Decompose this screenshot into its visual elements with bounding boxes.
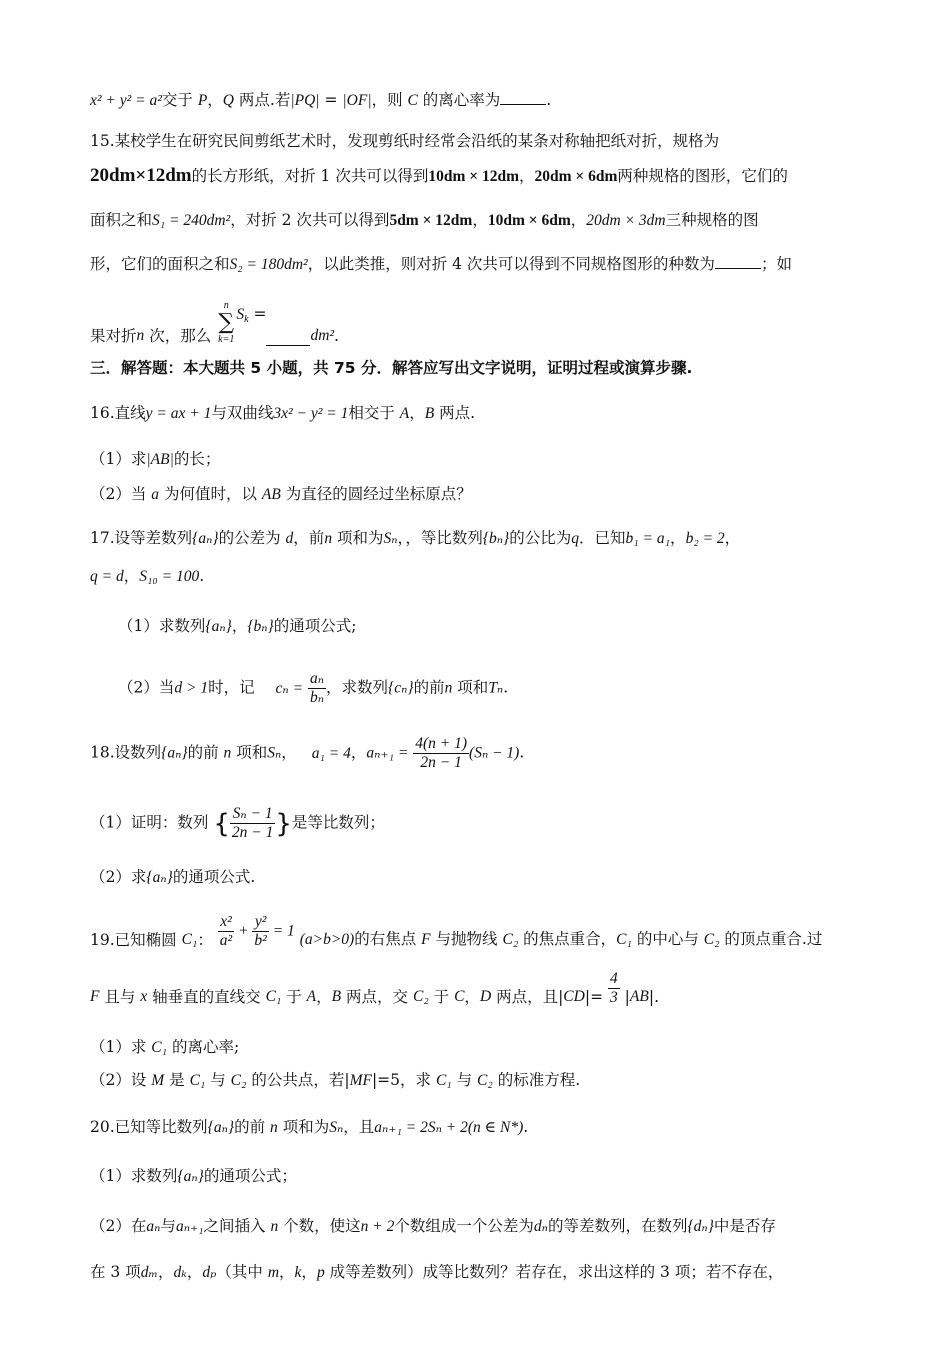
of-length: |OF|: [342, 92, 372, 109]
question-number: 18.: [90, 743, 115, 762]
answer-blank[interactable]: [715, 254, 761, 269]
s2-value: S₂ = 180dm²: [229, 256, 308, 273]
s1-value: S₁ = 240dm²: [152, 212, 231, 229]
sequence-fraction: $\frac{\text{Sₙ − 1}}{2n - 1}$: [231, 805, 274, 841]
answer-blank[interactable]: [500, 90, 546, 105]
section-heading: 三．解答题：本大题共 5 小题，共 75 分．解答应写出文字说明，证明过程或演算步骤.: [90, 359, 693, 377]
question-number: 20.: [90, 1118, 115, 1136]
recurrence-fraction: $\frac{4(n + 1)}{2n - 1}$: [415, 735, 468, 771]
exam-page: x² + y² = a²交于 P，Q 两点.若|PQ| = |OF|，则 C 的离心率为 . 15.某校学生在研究民间剪纸艺术时，发现剪纸时经常会沿纸的某条对称轴把纸对折，规格为 20dm×12dm的长方形纸，对折 1 次共可以得到10dm × 12dm，20dm × 6dm两种规格的图形，它们的 面积之和S₁ = 240dm²，对折 2 次共可以得到5dm × 12dm，10dm × 6dm，20dm × 3dm三种规格的图 形，它们的面积之和S₂ = 180dm²，以此类推，则对折 4 次共可以得到不同规格图形的种数为 ；如 果对折n 次，那么 n ∑ k=1 $S_k =dm^2$. 三．解答题：本大题共 5 小题，共 75 分．解答应写出文字说明，证明过程或演算步骤. 16.直线y = ax + 1与双曲线3x² − y² = 1相交于 A，B 两点. （1）求|AB|的长； （2）当 a 为何值时，以 AB 为直径的圆经过坐标原点？ 17.设等差数列{aₙ}的公差为 d，前n 项和为Sₙ，，等比数列{bₙ}的公比为q．已知b₁ = a₁，b₂ = 2， q = d，S₁₀ = 100. （1）求数列{aₙ}，{bₙ}的通项公式; （2）当d > 1时，记 cₙ = $\frac{\text{aₙ}}{\text{bₙ}}$ ，求数列{cₙ}的前n 项和Tₙ. 18.设数列{aₙ}的前 n 项和Sₙ， a₁ = 4，aₙ₊₁ = $\frac{4(n + 1)}{2n - 1}$ (Sₙ − 1). （1）证明：数列 { $\frac{\text{Sₙ − 1}}{2n - 1}$ }是等比数列； （2）求{aₙ}的通项公式. 19.已知椭圆 C₁： $\frac{\text{x²}}{\text{a²}}$ + $\frac{\text{y²}}{\text{b²}}$ = 1 (a>b>0)的右焦点 F 与抛物线 C₂ 的焦点重合，C₁ 的中心与 C₂ 的顶点重合.过 F 且与 x 轴垂直的直线交 C₁ 于 A，B 两点，交 C₂ 于 C，D 两点，且|CD|= $\frac{4}{3}$ |AB|. （1）求 C₁ 的离心率; （2）设 M 是 C₁ 与 C₂ 的公共点，若|MF|=5，求 C₁ 与 C₂ 的标准方程. 20.已知等比数列{aₙ}的前 n 项和为Sₙ，且aₙ₊₁ = 2Sₙ + 2(n ∈ N*). （1）求数列{aₙ}的通项公式； （2）在aₙ与aₙ₊₁之间插入 n 个数，使这n + 2个数组成一个公差为dₙ的等差数列，在数列{dₙ}中是否存 在 3 项dₘ，dₖ，dₚ（其中 m，k，p 成等差数列）成等比数列？若存在，求出这样的 3 项；若不存在，: [90, 91, 823, 1281]
summation: n ∑ k=1: [218, 300, 235, 345]
recurrence-relation: aₙ₊₁ = 2Sₙ + 2(n ∈ N*): [374, 1119, 524, 1136]
ratio-fraction: $\frac{4}{3}$: [610, 970, 618, 1006]
pq-length: |PQ|: [290, 92, 320, 109]
question-number: 19.: [90, 931, 115, 949]
cn-fraction: $\frac{\text{aₙ}}{\text{bₙ}}$: [309, 670, 325, 706]
ellipse-equation: $\frac{\text{x²}}{\text{a²}}$ + $\frac{\text{y²}}{\text{b²}}$ = 1: [219, 913, 295, 949]
line-equation: y = ax + 1: [145, 405, 212, 422]
question-number: 17.: [90, 529, 115, 547]
question-number: 15.: [90, 132, 115, 150]
question-number: 16.: [90, 404, 115, 422]
answer-blank[interactable]: [266, 331, 310, 346]
hyperbola-equation: 3x² − y² = 1: [273, 405, 349, 422]
paper-size: 20dm×12dm: [90, 165, 192, 186]
q14-continuation: x² + y² = a²交于 P，Q 两点.若|PQ| = |OF|，则 C 的离心率为 .: [90, 91, 552, 109]
circle-equation: x² + y² = a²: [90, 92, 162, 109]
